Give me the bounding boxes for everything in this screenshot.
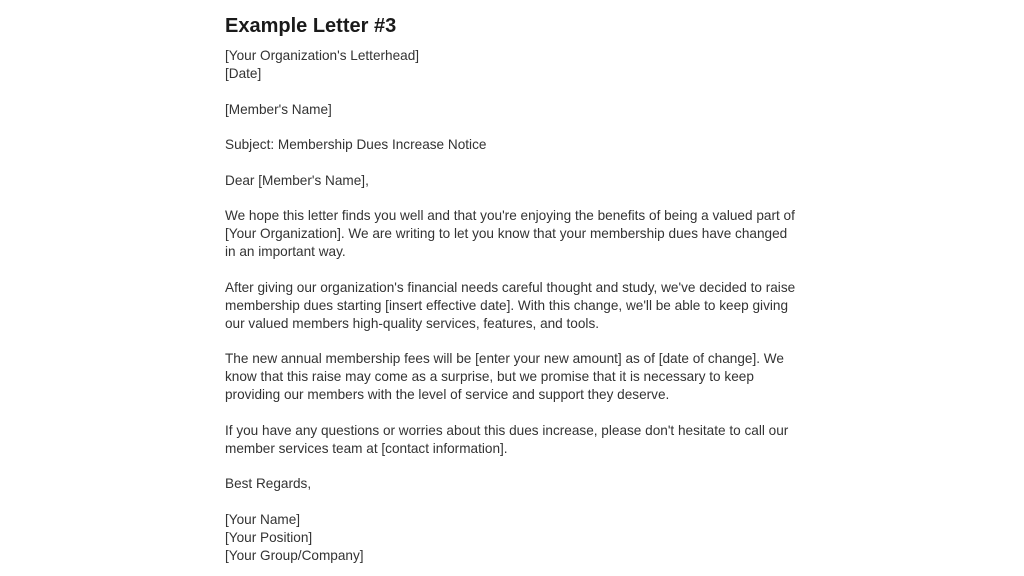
letter-header (225, 47, 805, 83)
letterhead-placeholder: [Your Organization's Letterhead] (225, 48, 420, 63)
recipient-name: [Member's Name] (225, 101, 332, 117)
letter-document (225, 14, 805, 565)
signature-position: [Your Position] (225, 529, 313, 545)
body-paragraph-4: If you have any questions or worries about this dues increase, please don't hesitate to call our member services team at [contact information]. (225, 422, 789, 456)
closing: Best Regards, (225, 476, 312, 491)
signature-name: [Your Name] (225, 511, 301, 527)
body-paragraph-1: We hope this letter finds you well and that you're enjoying the benefits of being a valued part of [Your Organization]. We are writing to let you know that your membership dues have changed in an important way. (225, 208, 795, 259)
signature-company: [Your Group/Company] (225, 547, 364, 563)
date-placeholder: [Date] (225, 66, 262, 81)
signature-block (225, 511, 805, 565)
subject-line: Subject: Membership Dues Increase Notice (225, 137, 487, 152)
body-paragraph-2: After giving our organization's financial needs careful thought and study, we've decided to raise membership dues starting [insert effective date]. With this change, we'll be able to keep giving our valued members high-quality services, features, and tools. (225, 279, 796, 331)
body-paragraph-3: The new annual membership fees will be [enter your new amount] as of [date of change]. We know that this raise may come as a surprise, but we promise that it is necessary to keep providing our members with the level of service and support they deserve. (225, 351, 784, 402)
salutation: Dear [Member's Name], (225, 172, 369, 188)
letter-title: Example Letter #3 (225, 15, 397, 37)
